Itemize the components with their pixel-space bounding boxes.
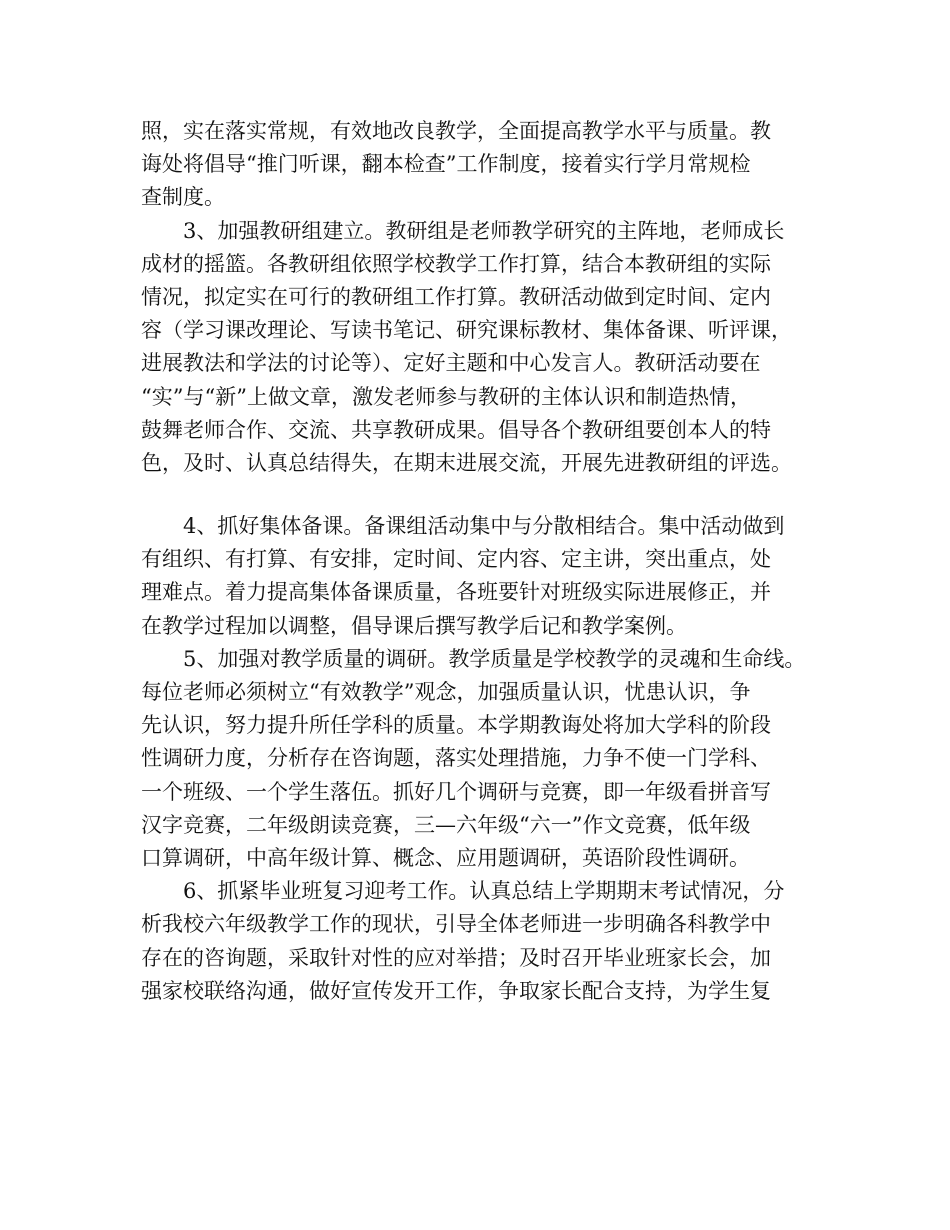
paragraph — [141, 643, 831, 875]
text-line: 色，及时、认真总结得失，在期末进展交流，开展先进教研组的评选。 — [141, 450, 792, 475]
text-line: 鼓舞老师合作、交流、共享教研成果。倡导各个教研组要创本人的特 — [141, 417, 771, 442]
text-line: “实”与“新”上做文章，激发老师参与教研的主体认识和制造热情， — [141, 384, 751, 409]
text-line: 3、加强教研组建立。教研组是老师教学研究的主阵地，老师成长 — [183, 218, 785, 243]
text-line: 强家校联络沟通，做好宣传发开工作，争取家长配合支持，为学生复 — [141, 978, 771, 1003]
text-line: 析我校六年级教学工作的现状，引导全体老师进一步明确各科教学中 — [141, 912, 771, 937]
text-line: 4、抓好集体备课。备课组活动集中与分散相结合。集中活动做到 — [183, 514, 785, 539]
text-line: 性调研力度，分析存在咨询题，落实处理措施，力争不使一门学科、 — [141, 746, 771, 771]
paragraph — [141, 510, 831, 643]
text-line: 汉字竞赛，二年级朗读竞赛，三—六年级“六一”作文竞赛，低年级 — [141, 812, 751, 837]
text-line: 口算调研，中高年级计算、概念、应用题调研，英语阶段性调研。 — [141, 845, 750, 870]
text-line: 诲处将倡导“推门听课，翻本检查”工作制度，接着实行学月常规检 — [141, 152, 751, 177]
text-line: 照，实在落实常规，有效地改良教学，全面提高教学水平与质量。教 — [141, 119, 771, 143]
paragraph — [141, 875, 831, 1008]
text-line: 一个班级、一个学生落伍。抓好几个调研与竞赛，即一年级看拼音写 — [141, 779, 771, 804]
text-line: 6、抓紧毕业班复习迎考工作。认真总结上学期期末考试情况，分 — [183, 879, 785, 904]
text-line: 理难点。着力提高集体备课质量，各班要针对班级实际进展修正，并 — [141, 580, 771, 605]
text-line: 存在的咨询题，采取针对性的应对举措；及时召开毕业班家长会，加 — [141, 945, 771, 970]
text-line: 有组织、有打算、有安排，定时间、定内容、定主讲，突出重点，处 — [141, 547, 771, 572]
text-line: 成材的摇篮。各教研组依照学校教学工作打算，结合本教研组的实际 — [141, 251, 771, 276]
text-line: 先认识，努力提升所任学科的质量。本学期教诲处将加大学科的阶段 — [141, 713, 771, 738]
text-line: 容（学习课改理论、写读书笔记、研究课标教材、集体备课、听评课， — [141, 318, 792, 343]
paragraph — [141, 115, 831, 215]
text-line: 情况，拟定实在可行的教研组工作打算。教研活动做到定时间、定内 — [141, 284, 771, 309]
document-body — [141, 115, 831, 1008]
text-line: 在教学过程加以调整，倡导课后撰写教学后记和教学案例。 — [141, 613, 687, 638]
paragraph — [141, 215, 831, 481]
text-line: 5、加强对教学质量的调研。教学质量是学校教学的灵魂和生命线。 — [183, 646, 806, 671]
text-line: 查制度。 — [141, 185, 225, 210]
text-line: 每位老师必须树立“有效教学”观念，加强质量认识，忧患认识，争 — [141, 680, 751, 704]
text-line: 进展教法和学法的讨论等）、定好主题和中心发言人。教研活动要在 — [141, 351, 761, 376]
paragraph-gap — [141, 480, 831, 510]
